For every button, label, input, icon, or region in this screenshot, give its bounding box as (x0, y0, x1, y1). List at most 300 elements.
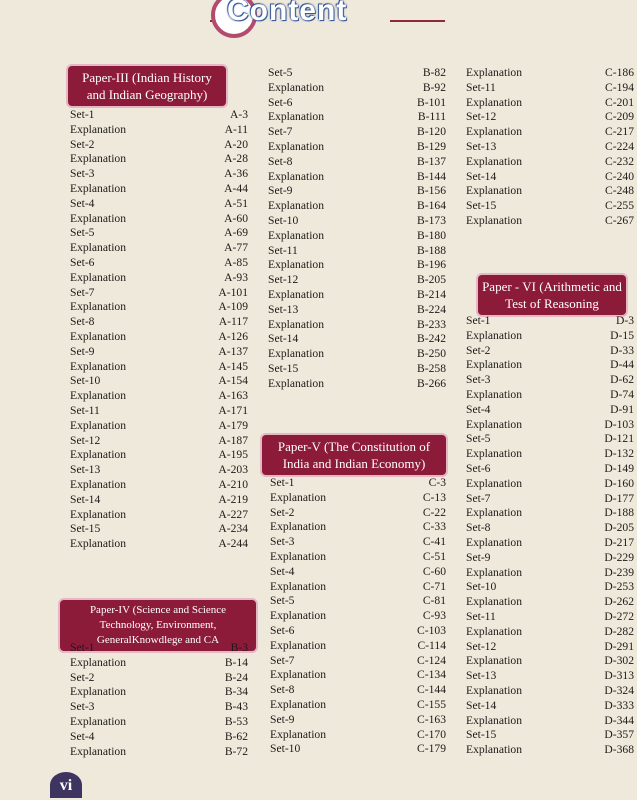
list-item (268, 347, 446, 362)
entry-page: D-333 (604, 698, 634, 712)
entry-page: A-195 (218, 448, 248, 462)
entry-label: Set-10 (270, 742, 301, 756)
entry-label: Explanation (466, 595, 523, 609)
entry-label: Set-13 (268, 302, 299, 316)
entry-page: C-71 (422, 579, 446, 593)
list-item (466, 743, 634, 758)
entry-label: Set-5 (466, 432, 491, 446)
entry-page: C-267 (605, 213, 634, 227)
entry-page: D-239 (604, 565, 634, 579)
entry-page: A-3 (229, 108, 248, 121)
entry-label: Set-15 (466, 728, 497, 742)
entry-page: C-103 (417, 623, 446, 637)
list-item (466, 447, 634, 462)
list-item (466, 329, 634, 344)
entry-label: Set-1 (466, 314, 491, 327)
paper4-continued-list (268, 66, 446, 392)
entry-label: Set-10 (268, 213, 299, 227)
list-item (70, 537, 248, 552)
entry-label: Set-7 (70, 285, 95, 299)
entry-page: D-344 (604, 713, 634, 727)
list-item (268, 155, 446, 170)
paper6-list (466, 314, 634, 758)
entry-label: Set-9 (466, 550, 491, 564)
entry-label: Explanation (466, 743, 523, 757)
entry-page: B-266 (417, 376, 446, 390)
entry-label: Explanation (466, 506, 523, 520)
list-item (466, 432, 634, 447)
entry-page: B-92 (422, 80, 446, 94)
list-item (70, 700, 248, 715)
list-item (466, 184, 634, 199)
list-item (466, 358, 634, 373)
entry-label: Set-15 (466, 199, 497, 213)
entry-label: Set-13 (70, 463, 101, 477)
list-item (466, 492, 634, 507)
entry-label: Explanation (466, 535, 523, 549)
entry-page: B-156 (417, 184, 446, 198)
list-item (70, 360, 248, 375)
entry-label: Set-3 (270, 535, 295, 549)
entry-label: Set-5 (270, 594, 295, 608)
list-item (70, 389, 248, 404)
list-item (70, 197, 248, 212)
title-rule-right (390, 20, 445, 22)
list-item (270, 594, 446, 609)
title-text: Content (227, 0, 348, 27)
entry-label: Explanation (268, 287, 325, 301)
list-item (268, 170, 446, 185)
entry-label: Set-11 (466, 80, 496, 94)
entry-label: Set-14 (466, 169, 497, 183)
entry-label: Explanation (70, 685, 127, 699)
list-item (466, 684, 634, 699)
entry-page: B-62 (224, 729, 248, 743)
list-item (70, 671, 248, 686)
list-item (466, 610, 634, 625)
list-item (70, 152, 248, 167)
entry-page: B-144 (417, 169, 446, 183)
list-item (70, 745, 248, 760)
entry-label: Set-13 (466, 669, 497, 683)
entry-label: Explanation (268, 258, 325, 272)
entry-page: D-15 (610, 328, 634, 342)
list-item (268, 140, 446, 155)
entry-label: Set-14 (70, 492, 101, 506)
entry-page: B-43 (224, 700, 248, 714)
list-item (268, 288, 446, 303)
entry-label: Explanation (270, 727, 327, 741)
entry-page: C-232 (605, 154, 634, 168)
entry-page: B-164 (417, 199, 446, 213)
list-item (70, 212, 248, 227)
entry-label: Explanation (70, 152, 127, 166)
paper5-continued-list (466, 66, 634, 229)
entry-page: D-313 (604, 669, 634, 683)
entry-page: B-258 (417, 361, 446, 375)
list-item (466, 125, 634, 140)
list-item (270, 550, 446, 565)
entry-label: Explanation (270, 520, 327, 534)
entry-label: Set-8 (268, 154, 293, 168)
entry-page: A-85 (224, 255, 248, 269)
list-item (270, 698, 446, 713)
entry-page: B-214 (417, 287, 446, 301)
entry-page: A-11 (224, 122, 248, 136)
list-item (466, 551, 634, 566)
list-item (268, 96, 446, 111)
list-item (70, 256, 248, 271)
entry-label: Set-13 (466, 139, 497, 153)
entry-page: D-177 (604, 491, 634, 505)
entry-label: Set-6 (70, 255, 95, 269)
entry-label: Explanation (70, 655, 127, 669)
entry-label: Set-14 (268, 332, 299, 346)
list-item (466, 214, 634, 229)
entry-page: B-120 (417, 125, 446, 139)
list-item (268, 229, 446, 244)
entry-label: Set-12 (70, 433, 101, 447)
entry-label: Explanation (466, 683, 523, 697)
list-item (268, 362, 446, 377)
list-item (70, 123, 248, 138)
entry-page: A-77 (224, 241, 248, 255)
entry-page: B-24 (224, 670, 248, 684)
entry-page: D-33 (610, 343, 634, 357)
entry-page: A-44 (224, 181, 248, 195)
entry-label: Set-6 (270, 623, 295, 637)
paper4-list (70, 641, 248, 759)
entry-label: Explanation (466, 565, 523, 579)
entry-page: A-145 (218, 359, 248, 373)
entry-page: C-114 (417, 638, 446, 652)
list-item (70, 478, 248, 493)
list-item (70, 138, 248, 153)
list-item (270, 639, 446, 654)
entry-label: Explanation (270, 668, 327, 682)
entry-page: B-72 (224, 744, 248, 758)
list-item (268, 184, 446, 199)
entry-page: A-69 (224, 226, 248, 240)
list-item (268, 273, 446, 288)
entry-label: Set-4 (270, 564, 295, 578)
entry-page: A-244 (218, 537, 248, 551)
entry-page: A-20 (224, 137, 248, 151)
entry-label: Set-7 (270, 653, 295, 667)
entry-label: Explanation (268, 110, 325, 124)
list-item (466, 580, 634, 595)
page-number: vi (50, 772, 82, 798)
list-item (466, 66, 634, 81)
list-item (466, 699, 634, 714)
list-item (270, 520, 446, 535)
paper6-header: Paper - VI (Arithmetic and Test of Reasoning (478, 275, 626, 315)
entry-page: A-93 (224, 270, 248, 284)
entry-page: C-60 (422, 564, 446, 578)
entry-page: D-74 (610, 387, 634, 401)
entry-label: Explanation (70, 507, 127, 521)
entry-page: A-179 (218, 418, 248, 432)
entry-page: C-93 (422, 609, 446, 623)
entry-label: Set-8 (270, 683, 295, 697)
entry-page: A-187 (218, 433, 248, 447)
entry-label: Set-3 (466, 373, 491, 387)
entry-page: A-171 (218, 403, 248, 417)
list-item (270, 654, 446, 669)
entry-label: Set-1 (70, 641, 95, 654)
paper5-list (270, 476, 446, 757)
entry-label: Explanation (70, 300, 127, 314)
list-item (270, 624, 446, 639)
entry-label: Explanation (466, 95, 523, 109)
list-item (466, 595, 634, 610)
entry-label: Explanation (270, 638, 327, 652)
entry-page: B-205 (417, 273, 446, 287)
entry-page: D-302 (604, 654, 634, 668)
entry-page: D-91 (610, 402, 634, 416)
entry-page: D-272 (604, 609, 634, 623)
entry-page: C-170 (417, 727, 446, 741)
list-item (70, 226, 248, 241)
entry-page: B-180 (417, 228, 446, 242)
entry-page: A-154 (218, 374, 248, 388)
entry-label: Set-6 (268, 95, 293, 109)
entry-page: A-137 (218, 344, 248, 358)
entry-page: B-173 (417, 213, 446, 227)
entry-page: C-22 (422, 505, 446, 519)
entry-label: Set-10 (466, 580, 497, 594)
content-title (215, 0, 435, 40)
entry-label: Explanation (268, 376, 325, 390)
entry-page: A-51 (224, 196, 248, 210)
entry-page: B-137 (417, 154, 446, 168)
list-item (70, 641, 248, 656)
list-item (466, 170, 634, 185)
entry-label: Explanation (466, 125, 523, 139)
list-item (270, 535, 446, 550)
entry-page: B-53 (224, 714, 248, 728)
list-item (70, 463, 248, 478)
entry-page: C-217 (605, 125, 634, 139)
entry-label: Set-3 (70, 700, 95, 714)
entry-label: Explanation (466, 713, 523, 727)
list-item (70, 108, 248, 123)
entry-page: B-250 (417, 347, 446, 361)
entry-label: Set-4 (466, 402, 491, 416)
entry-label: Set-8 (466, 521, 491, 535)
entry-page: C-255 (605, 199, 634, 213)
entry-label: Set-11 (268, 243, 298, 257)
entry-label: Explanation (466, 358, 523, 372)
entry-label: Explanation (268, 169, 325, 183)
list-item (268, 66, 446, 81)
list-item (268, 110, 446, 125)
list-item (466, 462, 634, 477)
list-item (270, 580, 446, 595)
entry-label: Set-5 (268, 66, 293, 79)
entry-page: B-101 (417, 95, 446, 109)
entry-page: C-224 (605, 139, 634, 153)
list-item (466, 714, 634, 729)
list-item (70, 182, 248, 197)
entry-label: Explanation (70, 448, 127, 462)
entry-page: A-163 (218, 389, 248, 403)
entry-page: D-368 (604, 743, 634, 757)
entry-page: C-33 (422, 520, 446, 534)
entry-page: A-117 (218, 315, 248, 329)
entry-label: Set-15 (70, 522, 101, 536)
entry-page: D-229 (604, 550, 634, 564)
list-item (268, 318, 446, 333)
entry-page: B-242 (417, 332, 446, 346)
list-item (70, 448, 248, 463)
entry-page: B-3 (230, 641, 248, 654)
paper4-header: Paper-IV (Science and Science Technology, Environment, GeneralKnowdlege and CA (60, 600, 256, 651)
entry-label: Set-9 (268, 184, 293, 198)
list-item (466, 344, 634, 359)
entry-label: Explanation (70, 744, 127, 758)
entry-page: C-186 (605, 66, 634, 79)
entry-page: D-103 (604, 417, 634, 431)
list-item (268, 258, 446, 273)
list-item (466, 403, 634, 418)
entry-label: Explanation (268, 199, 325, 213)
entry-page: D-3 (615, 314, 634, 327)
entry-label: Set-9 (70, 344, 95, 358)
entry-page: B-233 (417, 317, 446, 331)
list-item (466, 373, 634, 388)
entry-page: D-282 (604, 624, 634, 638)
entry-label: Explanation (70, 241, 127, 255)
entry-label: Set-4 (70, 196, 95, 210)
entry-page: A-203 (218, 463, 248, 477)
list-item (268, 332, 446, 347)
entry-label: Set-7 (268, 125, 293, 139)
entry-label: Explanation (70, 211, 127, 225)
paper5-header: Paper-V (The Constitution of India and Indian Economy) (262, 435, 446, 475)
entry-label: Set-10 (70, 374, 101, 388)
list-item (270, 683, 446, 698)
list-item (70, 374, 248, 389)
entry-label: Set-2 (70, 670, 95, 684)
entry-page: D-121 (604, 432, 634, 446)
entry-page: C-201 (605, 95, 634, 109)
paper3-list (70, 108, 248, 552)
list-item (70, 404, 248, 419)
entry-page: B-188 (417, 243, 446, 257)
entry-label: Set-15 (268, 361, 299, 375)
entry-label: Set-2 (270, 505, 295, 519)
entry-page: D-160 (604, 476, 634, 490)
entry-label: Set-5 (70, 226, 95, 240)
list-item (70, 715, 248, 730)
list-item (270, 565, 446, 580)
list-item (466, 536, 634, 551)
list-item (270, 506, 446, 521)
list-item (70, 508, 248, 523)
list-item (70, 656, 248, 671)
list-item (270, 476, 446, 491)
entry-label: Explanation (70, 122, 127, 136)
list-item (70, 300, 248, 315)
entry-page: D-324 (604, 683, 634, 697)
entry-label: Explanation (466, 66, 523, 79)
entry-label: Explanation (270, 609, 327, 623)
list-item (270, 491, 446, 506)
list-item (268, 81, 446, 96)
list-item (466, 199, 634, 214)
entry-label: Explanation (466, 387, 523, 401)
list-item (466, 669, 634, 684)
entry-page: C-3 (428, 476, 446, 489)
entry-page: C-51 (422, 549, 446, 563)
list-item (466, 140, 634, 155)
list-item (466, 625, 634, 640)
entry-page: B-129 (417, 139, 446, 153)
list-item (70, 330, 248, 345)
list-item (270, 609, 446, 624)
entry-label: Set-2 (70, 137, 95, 151)
list-item (268, 125, 446, 140)
entry-label: Set-1 (270, 476, 295, 489)
list-item (466, 314, 634, 329)
entry-page: D-291 (604, 639, 634, 653)
entry-label: Explanation (268, 347, 325, 361)
entry-page: D-357 (604, 728, 634, 742)
entry-label: Explanation (70, 389, 127, 403)
entry-label: Set-14 (466, 698, 497, 712)
entry-label: Set-9 (270, 712, 295, 726)
entry-label: Explanation (270, 549, 327, 563)
entry-label: Explanation (466, 154, 523, 168)
entry-label: Explanation (70, 714, 127, 728)
entry-label: Set-1 (70, 108, 95, 121)
entry-page: D-62 (610, 373, 634, 387)
entry-label: Explanation (466, 624, 523, 638)
list-item (70, 434, 248, 449)
entry-page: A-227 (218, 507, 248, 521)
entry-label: Explanation (466, 184, 523, 198)
entry-label: Set-12 (466, 110, 497, 124)
entry-page: D-149 (604, 461, 634, 475)
list-item (466, 110, 634, 125)
entry-page: C-41 (422, 535, 446, 549)
entry-page: D-205 (604, 521, 634, 535)
entry-page: B-82 (422, 66, 446, 79)
entry-page: D-217 (604, 535, 634, 549)
entry-label: Set-12 (268, 273, 299, 287)
list-item (466, 506, 634, 521)
list-item (268, 244, 446, 259)
entry-page: C-144 (417, 683, 446, 697)
entry-label: Explanation (268, 139, 325, 153)
list-item (268, 377, 446, 392)
entry-page: A-234 (218, 522, 248, 536)
entry-page: A-210 (218, 477, 248, 491)
entry-page: D-132 (604, 447, 634, 461)
entry-label: Explanation (70, 537, 127, 551)
entry-page: C-155 (417, 697, 446, 711)
entry-page: C-13 (422, 490, 446, 504)
list-item (70, 685, 248, 700)
entry-page: A-60 (224, 211, 248, 225)
entry-label: Set-8 (70, 315, 95, 329)
list-item (466, 521, 634, 536)
list-item (270, 668, 446, 683)
list-item (268, 199, 446, 214)
entry-label: Explanation (268, 228, 325, 242)
list-item (466, 640, 634, 655)
